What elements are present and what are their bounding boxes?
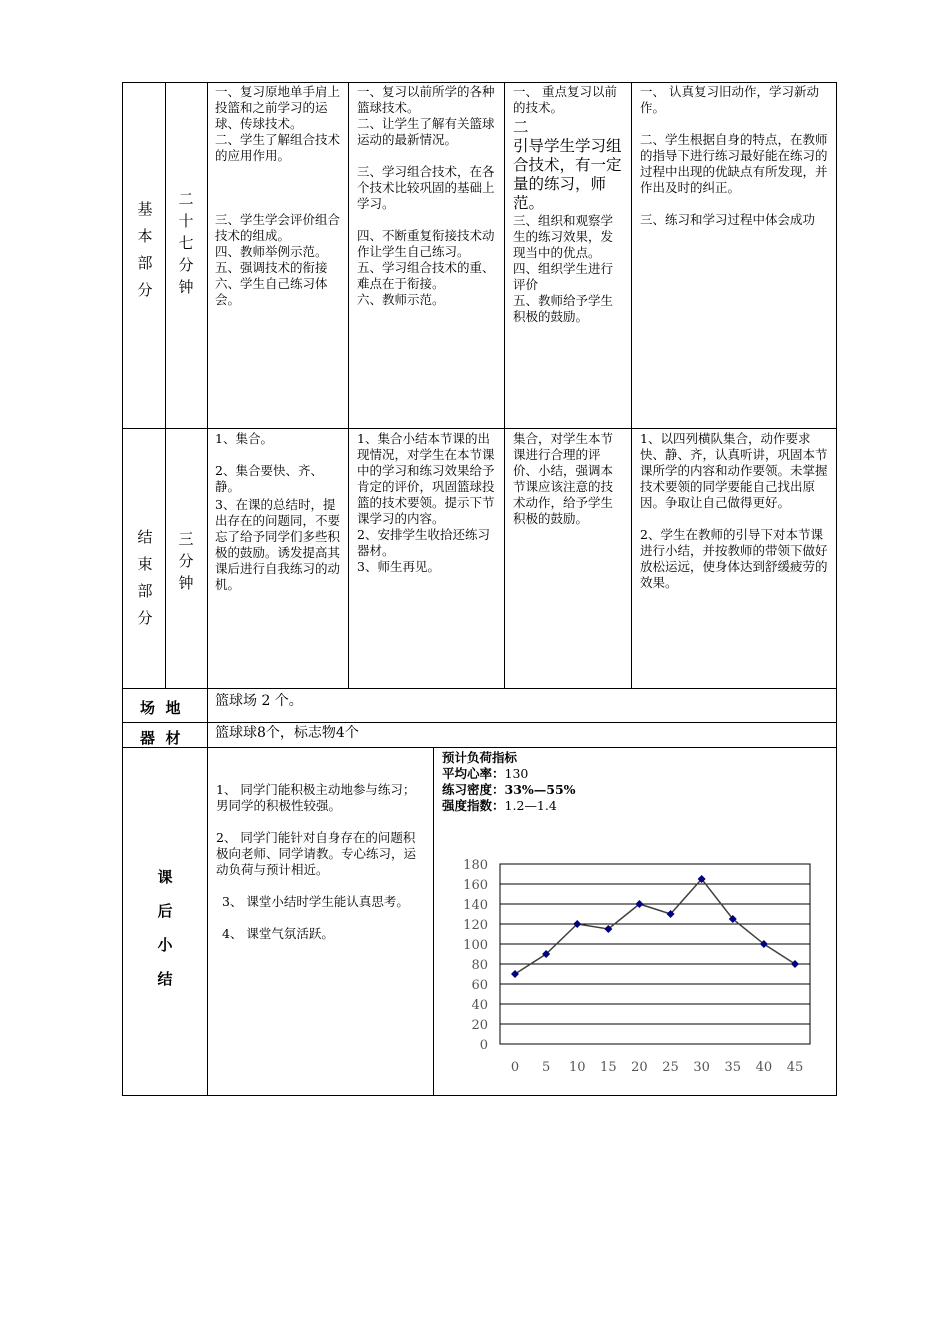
- data-point: [791, 960, 799, 968]
- ending-section-label: 结 束 部 分: [137, 528, 153, 627]
- basic-time-label: 二 十 七 分 钟: [178, 190, 194, 296]
- basic-content: 一、复习原地单手肩上投篮和之前学习的运球、传球技术。 二、学生了解组合技术的应用作用。 三、学生学会评价组合技术的组成。 四、教师举例示范。 五、强调技术的衔接 六、学生自己练习体会。: [215, 84, 341, 307]
- venue-label: 场 地: [140, 699, 181, 717]
- x-tick-label: 35: [724, 1060, 742, 1075]
- x-tick-label: 45: [786, 1060, 804, 1075]
- x-tick-label: 5: [541, 1060, 551, 1075]
- x-tick-label: 20: [631, 1060, 648, 1075]
- y-tick-label: 40: [471, 998, 488, 1013]
- x-tick-label: 10: [568, 1060, 586, 1075]
- y-tick-label: 140: [463, 898, 488, 913]
- series-line: [515, 879, 795, 974]
- y-tick-label: 160: [463, 878, 488, 893]
- ending-student: 1、以四列横队集合，动作要求快、静、齐，认真听讲，巩固本节课所学的内容和动作要领。未掌握技术要领的同学要能自己找出原因。争取让自己做得更好。 2、学生在教师的引导下对本节课进行小结，并按教师的带领下做好放松运远，使身体达到舒缓疲劳的效果。: [640, 431, 828, 590]
- data-point: [511, 970, 519, 978]
- summary-label: 课 后 小 结: [157, 868, 173, 988]
- x-tick-label: 0: [510, 1060, 520, 1075]
- ending-goals: 1、集合小结本节课的出现情况，对学生在本节课中的学习和练习效果给予肯定的评价，巩固篮球投篮的技术要领。提示下节课学习的内容。 2、安排学生收拾还练习器材。 3、师生再见。: [357, 431, 495, 574]
- summary-item: 2、 同学门能针对自身存在的问题积极向老师、同学请教。专心练习，运动负荷与预计相近。: [216, 830, 417, 877]
- load-indicators: 预计负荷指标 平均心率：130 练习密度：33%—55% 强度指数：1.2—1.4: [442, 750, 576, 813]
- summary-item: 3、 课堂小结时学生能认真思考。: [222, 894, 409, 909]
- y-tick-label: 120: [463, 918, 488, 933]
- x-tick-label: 40: [755, 1060, 773, 1075]
- y-tick-label: 80: [471, 958, 488, 973]
- load-title: 预计负荷指标: [442, 750, 518, 765]
- summary-item: 4、 课堂气氛活跃。: [222, 926, 334, 941]
- basic-student: 一、 认真复习旧动作，学习新动作。 二、学生根据自身的特点，在教师的指导下进行练习最好能在练习的过程中出现的优缺点有所发现，并作出及时的纠正。 三、练习和学习过程中体会成功: [640, 84, 828, 227]
- summary-item: 1、 同学门能积极主动地参与练习；男同学的积极性较强。: [216, 782, 416, 813]
- x-tick-label: 15: [600, 1060, 617, 1075]
- basic-section-label: 基 本 部 分: [137, 200, 153, 299]
- y-tick-label: 60: [471, 978, 488, 993]
- summary-items: [216, 782, 426, 942]
- y-tick-label: 0: [479, 1038, 488, 1053]
- x-tick-label: 30: [693, 1060, 710, 1075]
- heart-rate-chart: [440, 852, 820, 1082]
- basic-goals: 一、复习以前所学的各种篮球技术。 二、让学生了解有关篮球运动的最新情况。 三、学习组合技术，在各个技术比较巩固的基础上学习。 四、不断重复衔接技术动作让学生自己练习。 五、学习组合技术的重、难点在于衔接。 六、教师示范。: [357, 84, 495, 307]
- equipment-value: 篮球球8个，标志物4个: [215, 725, 359, 741]
- y-tick-label: 20: [471, 1018, 488, 1033]
- venue-value: 篮球场 2 个。: [215, 693, 303, 709]
- y-tick-label: 100: [463, 938, 488, 953]
- ending-content: 1、集合。 2、集合要快、齐、静。 3、在课的总结时，提出存在的问题同，不要忘了给予同学们多些积极的鼓励。诱发提高其课后进行自我练习的动机。: [215, 431, 341, 592]
- x-tick-label: 25: [662, 1060, 679, 1075]
- equipment-label: 器 材: [140, 729, 181, 747]
- ending-time-label: 三 分 钟: [178, 530, 194, 592]
- y-tick-label: 180: [463, 858, 488, 873]
- basic-teacher: 一、 重点复习以前的技术。 二 引导学生学习组合技术，有一定量的练习，师范。 三、组织和观察学生的练习效果，发现当中的优点。 四、组织学生进行评价 五、教师给予学生积极的鼓励。: [513, 84, 622, 324]
- ending-teacher: 集合，对学生本节课进行合理的评价、小结，强调本节课应该注意的技术动作，给予学生积极的鼓励。: [513, 431, 614, 526]
